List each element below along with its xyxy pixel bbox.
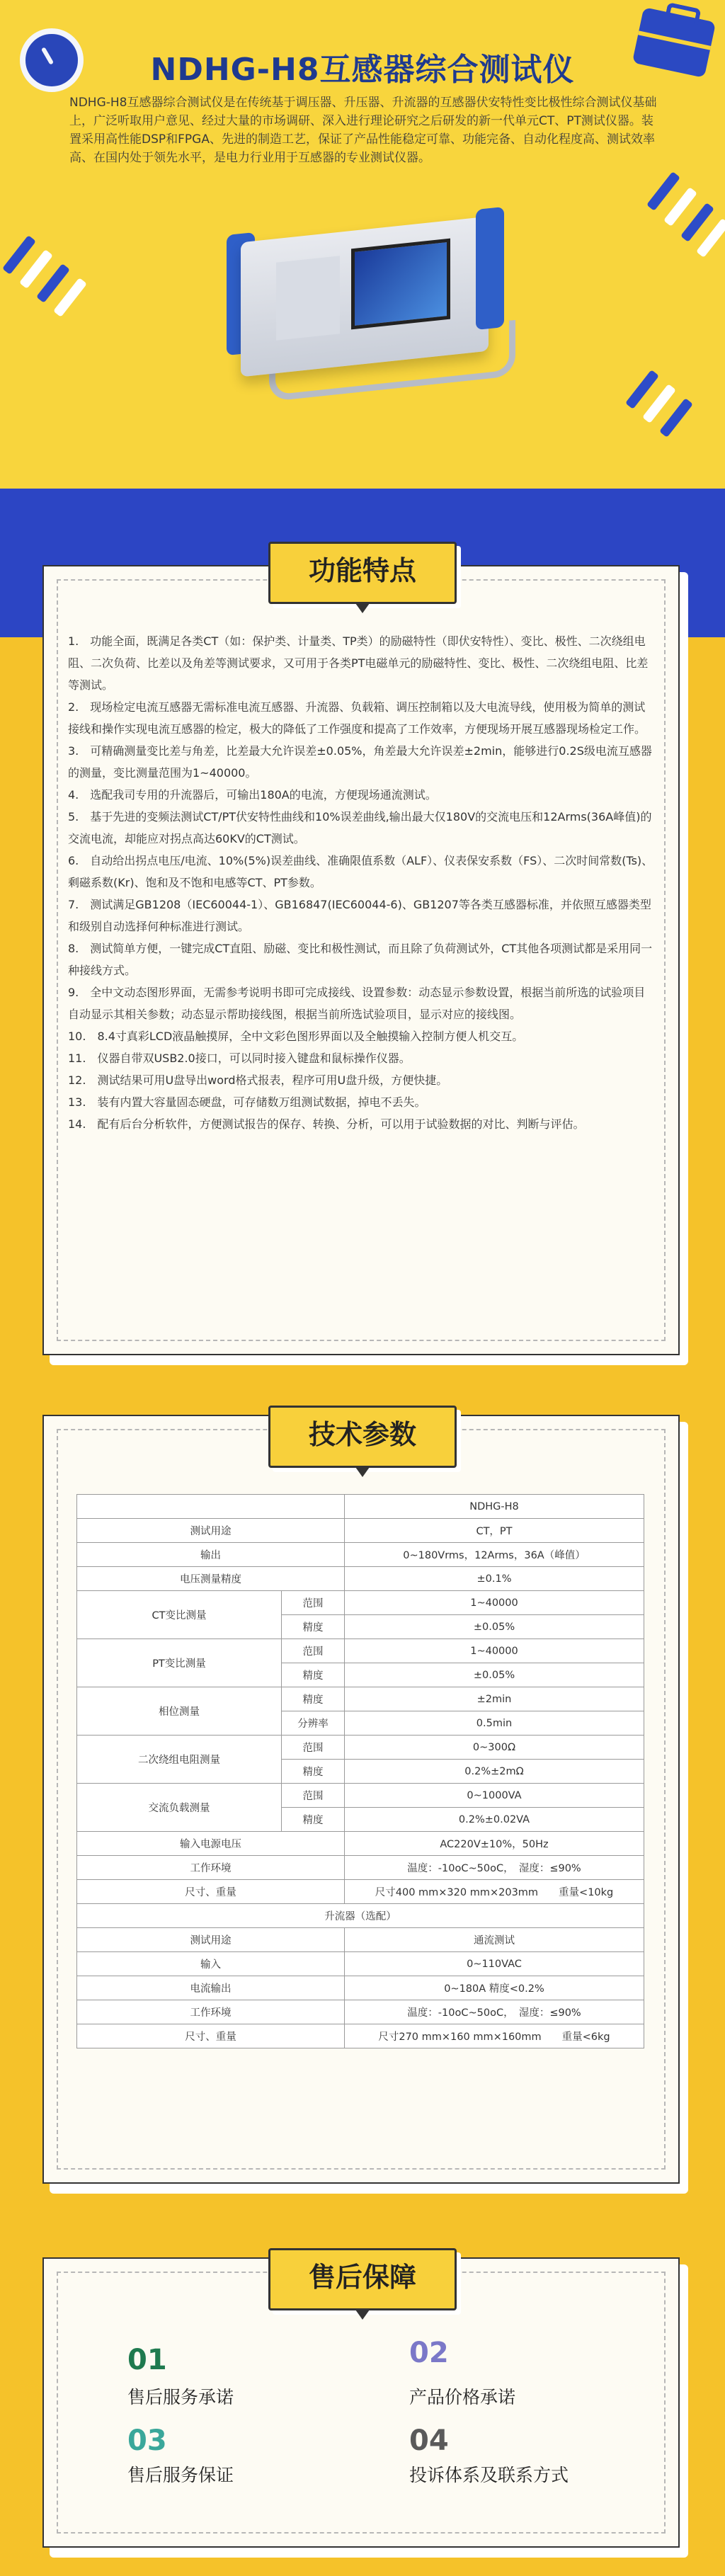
features-title xyxy=(268,542,457,604)
row-label: 输入电源电压 xyxy=(77,1832,345,1856)
service-title xyxy=(268,2248,457,2310)
row-label: 电流输出 xyxy=(77,1976,345,2000)
row-label: 工作环境 xyxy=(77,1856,345,1880)
section-title-text: 技术参数 xyxy=(308,1419,416,1450)
table-row xyxy=(77,1519,644,1543)
row-label: 二次绕组电阻测量 xyxy=(77,1736,282,1784)
row-value: 温度：-10oC~50oC， 湿度：≤90% xyxy=(345,1856,644,1880)
table-row xyxy=(77,1639,644,1663)
service-label: 产品价格承诺 xyxy=(409,2387,516,2407)
list-item: 3. 可精确测量变比差与角差，比差最大允许误差±0.05%，角差最大允许误差±2min，能够进行0.2S级电流互感器的测量，变比测量范围为1~40000。 xyxy=(68,744,652,780)
row-label: 测试用途 xyxy=(77,1519,345,1543)
row-value: 0~1000VA xyxy=(345,1784,644,1808)
row-value: 温度：-10oC~50oC， 湿度：≤90% xyxy=(345,2000,644,2024)
row-value: ±0.05% xyxy=(345,1663,644,1687)
table-row xyxy=(77,1567,644,1591)
section-title-text: 功能特点 xyxy=(308,555,416,586)
row-value: 0.2%±2mΩ xyxy=(345,1760,644,1784)
row-value: ±2min xyxy=(345,1687,644,1711)
row-value: 尺寸400 mm×320 mm×203mm 重量<10kg xyxy=(345,1880,644,1904)
row-label: 输入 xyxy=(77,1952,345,1976)
row-label: 交流负载测量 xyxy=(77,1784,282,1832)
service-label: 售后服务承诺 xyxy=(127,2387,234,2407)
service-number: 03 xyxy=(127,2424,167,2457)
list-item: 14. 配有后台分析软件，方便测试报告的保存、转换、分析，可以用于试验数据的对比、判断与评估。 xyxy=(68,1117,585,1131)
list-item: 12. 测试结果可用U盘导出word格式报表，程序可用U盘升级，方便快捷。 xyxy=(68,1073,448,1087)
row-sublabel: 精度 xyxy=(282,1760,345,1784)
specs-title xyxy=(268,1406,457,1468)
row-value: ±0.05% xyxy=(345,1615,644,1639)
table-row xyxy=(77,2000,644,2024)
row-value: 1~40000 xyxy=(345,1591,644,1615)
service-number: 04 xyxy=(409,2424,449,2457)
row-value: 1~40000 xyxy=(345,1639,644,1663)
row-value: 0~110VAC xyxy=(345,1952,644,1976)
list-item: 2. 现场检定电流互感器无需标准电流互感器、升流器、负载箱、调压控制箱以及大电流导线，使用极为简单的测试接线和操作实现电流互感器的检定，极大的降低了工作强度和提高了工作效率，方便现场开展互感器现场检定工作。 xyxy=(68,700,646,736)
list-item: 10. 8.4寸真彩LCD液晶触摸屏，全中文彩色图形界面以及全触摸输入控制方便人机交互。 xyxy=(68,1030,524,1043)
list-item: 13. 装有内置大容量固态硬盘，可存储数万组测试数据，掉电不丢失。 xyxy=(68,1095,426,1109)
row-sublabel: 分辨率 xyxy=(282,1711,345,1736)
row-value: ±0.1% xyxy=(345,1567,644,1591)
service-number: 01 xyxy=(127,2344,167,2376)
row-sublabel: 范围 xyxy=(282,1591,345,1615)
table-row xyxy=(77,1856,644,1880)
page-title: NDHG-H8互感器综合测试仪 xyxy=(150,52,575,88)
row-sublabel: 范围 xyxy=(282,1736,345,1760)
row-label: 输出 xyxy=(77,1543,345,1567)
list-item: 8. 测试简单方便，一键完成CT直阻、励磁、变比和极性测试，而且除了负荷测试外，CT其他各项测试都是采用同一种接线方式。 xyxy=(68,942,653,977)
hero-banner xyxy=(0,0,725,489)
table-row xyxy=(77,1928,644,1952)
table-row xyxy=(77,1880,644,1904)
table-row xyxy=(77,1904,644,1928)
section-title-text: 售后保障 xyxy=(308,2262,416,2293)
row-value: 0.5min xyxy=(345,1711,644,1736)
table-row xyxy=(77,2024,644,2048)
row-sublabel: 范围 xyxy=(282,1639,345,1663)
service-label: 售后服务保证 xyxy=(127,2465,234,2485)
row-sublabel: 精度 xyxy=(282,1808,345,1832)
table-row xyxy=(77,1952,644,1976)
instrument-device-image xyxy=(212,212,510,375)
row-value: AC220V±10%，50Hz xyxy=(345,1832,644,1856)
row-value: 0~180Vrms，12Arms，36A（峰值） xyxy=(345,1543,644,1567)
table-row xyxy=(77,1976,644,2000)
row-value: 0.2%±0.02VA xyxy=(345,1808,644,1832)
row-label: 电压测量精度 xyxy=(77,1567,345,1591)
list-item: 1. 功能全面，既满足各类CT（如：保护类、计量类、TP类）的励磁特性（即伏安特性）、变比、极性、二次绕组电阻、二次负荷、比差以及角差等测试要求，又可用于各类PT电磁单元的励磁特性、变比、极性、二次绕组电阻、比差等测试。 xyxy=(68,634,649,692)
table-row xyxy=(77,1832,644,1856)
row-label: 相位测量 xyxy=(77,1687,282,1736)
row-value: 0~180A 精度<0.2% xyxy=(345,1976,644,2000)
row-label: 工作环境 xyxy=(77,2000,345,2024)
service-label: 投诉体系及联系方式 xyxy=(409,2465,569,2485)
table-row xyxy=(77,1784,644,1808)
table-row xyxy=(77,1495,644,1519)
row-label: CT变比测量 xyxy=(77,1591,282,1639)
row-value: 0~300Ω xyxy=(345,1736,644,1760)
booster-header: 升流器（选配） xyxy=(77,1904,644,1928)
service-number: 02 xyxy=(409,2337,449,2369)
list-item: 7. 测试满足GB1208（IEC60044-1）、GB16847(IEC60044-6)、GB1207等各类互感器标准，并依照互感器类型和级别自动选择何种标准进行测试。 xyxy=(68,898,651,933)
list-item: 9. 全中文动态图形界面，无需参考说明书即可完成接线、设置参数：动态显示参数设置，根据当前所选的试验项目自动显示其相关参数；动态显示帮助接线图，根据当前所选试验项目，显示对应的接线图。 xyxy=(68,986,646,1021)
table-row xyxy=(77,1687,644,1711)
row-label: 尺寸、重量 xyxy=(77,1880,345,1904)
table-header: NDHG-H8 xyxy=(345,1495,644,1519)
row-value: 尺寸270 mm×160 mm×160mm 重量<6kg xyxy=(345,2024,644,2048)
row-label: 测试用途 xyxy=(77,1928,345,1952)
product-description: NDHG-H8互感器综合测试仪是在传统基于调压器、升压器、升流器的互感器伏安特性变比极性综合测试仪基础上，广泛听取用户意见、经过大量的市场调研、深入进行理论研究之后研发的新一代单元CT、PT测试仪器。装置采用高性能DSP和FPGA、先进的制造工艺，保证了产品性能稳定可靠、功能完备、自动化程度高、测试效率高、在国内处于领先水平，是电力行业用于互感器的专业测试仪器。 xyxy=(69,96,657,165)
row-value: 通流测试 xyxy=(345,1928,644,1952)
list-item: 4. 选配我司专用的升流器后，可输出180A的电流，方便现场通流测试。 xyxy=(68,788,437,802)
row-sublabel: 精度 xyxy=(282,1663,345,1687)
row-value: CT，PT xyxy=(345,1519,644,1543)
row-label: 尺寸、重量 xyxy=(77,2024,345,2048)
list-item: 6. 自动给出拐点电压/电流、10%(5%)误差曲线、准确限值系数（ALF）、仪表保安系数（FS）、二次时间常数(Ts)、剩磁系数(Kr)、饱和及不饱和电感等CT、PT参数。 xyxy=(68,854,653,889)
list-item: 11. 仪器自带双USB2.0接口，可以同时接入键盘和鼠标操作仪器。 xyxy=(68,1052,411,1065)
row-sublabel: 精度 xyxy=(282,1687,345,1711)
list-item: 5. 基于先进的变频法测试CT/PT伏安特性曲线和10%误差曲线,输出最大仅180V的交流电压和12Arms(36A峰值)的交流电流，却能应对拐点高达60KV的CT测试。 xyxy=(68,810,652,845)
features-list xyxy=(68,630,656,1135)
table-row xyxy=(77,1591,644,1615)
row-sublabel: 范围 xyxy=(282,1784,345,1808)
table-row xyxy=(77,1736,644,1760)
row-label: PT变比测量 xyxy=(77,1639,282,1687)
row-sublabel: 精度 xyxy=(282,1615,345,1639)
spec-table xyxy=(76,1494,644,2048)
table-row xyxy=(77,1543,644,1567)
